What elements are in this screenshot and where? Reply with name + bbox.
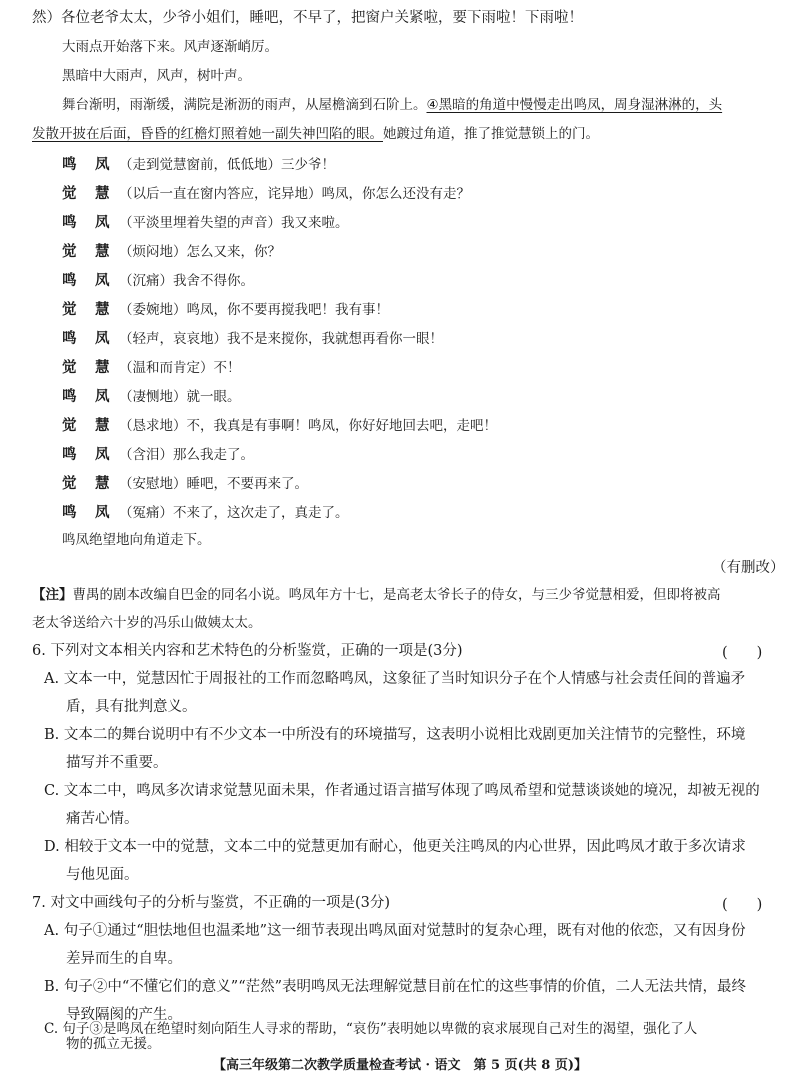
speaker-name: 鸣 凤 — [62, 446, 112, 463]
speaker-name: 觉 慧 — [62, 243, 112, 260]
dialogue-row — [0, 240, 800, 260]
dialogue-text: （温和而肯定）不！ — [119, 360, 241, 376]
q6-option-b-line-2: 描写并不重要。 — [66, 755, 168, 771]
speaker-name: 鸣 凤 — [62, 504, 112, 521]
dialogue-text: （沉痛）我舍不得你。 — [119, 273, 254, 289]
q7-option-b-line-2: 导致隔阂的产生。 — [66, 1007, 182, 1023]
dialogue-row — [0, 298, 800, 318]
dialogue-text: （凄恻地）就一眼。 — [119, 389, 241, 405]
dialogue-row — [0, 501, 800, 521]
dialogue-row — [0, 356, 800, 376]
question-7-answer-blank: ( ) — [722, 897, 763, 913]
speaker-name: 觉 慧 — [62, 475, 112, 492]
q6-option-d-line-2: 与他见面。 — [66, 867, 139, 883]
q6-option-a-line-2: 盾，具有批判意义。 — [66, 699, 197, 715]
narration-line-4 — [62, 95, 722, 115]
speaker-name: 觉 慧 — [62, 359, 112, 376]
speaker-name: 觉 慧 — [62, 417, 112, 434]
speaker-name: 鸣 凤 — [62, 388, 112, 405]
q7-option-c-line-1: C. 句子③是鸣凤在绝望时刻向陌生人寻求的帮助，“哀伤”表明她以卑微的哀求展现自己对生的渴望，强化了人 — [44, 1021, 698, 1037]
dialogue-text: （安慰地）睡吧，不要再来了。 — [119, 476, 308, 492]
speaker-name: 觉 慧 — [62, 301, 112, 318]
narration-line-3: 黑暗中大雨声，风声，树叶声。 — [62, 68, 251, 84]
dialogue-text: （以后一直在窗内答应，诧异地）鸣凤，你怎么还没有走？ — [119, 186, 470, 202]
underlined-sentence-4-start: ④黑暗的角道中慢慢走出鸣凤，周身湿淋淋的，头 — [426, 97, 723, 113]
dialogue-text: （冤痛）不来了，这次走了，真走了。 — [119, 505, 349, 521]
q7-option-c-line-2: 物的孤立无援。 — [66, 1036, 161, 1052]
dialogue-row — [0, 153, 800, 173]
dialogue-text: （走到觉慧窗前，低低地）三少爷！ — [119, 157, 335, 173]
ending-stage-direction: 鸣凤绝望地向角道走下。 — [62, 532, 211, 548]
dialogue-text: （平淡里埋着失望的声音）我又来啦。 — [119, 215, 349, 231]
narration-line-4-plain: 舞台渐明，雨渐缓，满院是淅沥的雨声，从屋檐滴到石阶上。 — [62, 97, 427, 113]
source-note: （有删改） — [712, 560, 785, 576]
q6-option-b-line-1: B. 文本二的舞台说明中有不少文本一中所没有的环境描写，这表明小说相比戏剧更加关注情节的完整性，环境 — [44, 727, 746, 743]
underlined-sentence-4-end: 发散开披在后面，昏昏的红檐灯照着她一副失神凹陷的眼。 — [32, 126, 383, 142]
dialogue-text: （烦闷地）怎么又来，你？ — [119, 244, 281, 260]
narration-line-1: 然）各位老爷太太，少爷小姐们，睡吧，不早了，把窗户关紧啦，要下雨啦！下雨啦！ — [32, 10, 583, 26]
narration-line-5 — [32, 124, 599, 144]
question-6-answer-blank: ( ) — [722, 645, 763, 661]
question-7-stem: 7. 对文中画线句子的分析与鉴赏，不正确的一项是(3分) — [32, 895, 390, 911]
annotation-line-1 — [32, 585, 721, 605]
annotation-text: 曹禺的剧本改编自巴金的同名小说。鸣凤年方十七，是高老太爷长子的侍女，与三少爷觉慧相爱，但即将被高 — [72, 587, 721, 603]
dialogue-text: （恳求地）不，我真是有事啊！鸣凤，你好好地回去吧，走吧！ — [119, 418, 497, 434]
speaker-name: 觉 慧 — [62, 185, 112, 202]
annotation-tag: 【注】 — [32, 587, 73, 603]
dialogue-text: （委婉地）鸣凤，你不要再搅我吧！我有事！ — [119, 302, 389, 318]
dialogue-text: （含泪）那么我走了。 — [119, 447, 254, 463]
dialogue-row — [0, 182, 800, 202]
q7-option-a-line-1: A. 句子①通过“胆怯地但也温柔地”这一细节表现出鸣凤面对觉慧时的复杂心理，既有对他的依恋，又有因身份 — [44, 923, 746, 939]
dialogue-row — [0, 269, 800, 289]
q6-option-a-line-1: A. 文本一中，觉慧因忙于周报社的工作而忽略鸣凤，这象征了当时知识分子在个人情感与社会责任间的普遍矛 — [44, 671, 746, 687]
q6-option-c-line-2: 痛苦心情。 — [66, 811, 139, 827]
dialogue-text: （轻声，哀哀地）我不是来搅你，我就想再看你一眼！ — [119, 331, 443, 347]
dialogue-row — [0, 211, 800, 231]
dialogue-row — [0, 385, 800, 405]
speaker-name: 鸣 凤 — [62, 214, 112, 231]
q7-option-b-line-1: B. 句子②中“不懂它们的意义”“茫然”表明鸣凤无法理解觉慧目前在忙的这些事情的价值，二人无法共情，最终 — [44, 979, 747, 995]
annotation-line-2: 老太爷送给六十岁的冯乐山做姨太太。 — [32, 615, 262, 631]
speaker-name: 鸣 凤 — [62, 330, 112, 347]
speaker-name: 鸣 凤 — [62, 156, 112, 173]
narration-line-2: 大雨点开始落下来。风声逐渐峭厉。 — [62, 39, 278, 55]
speaker-name: 鸣 凤 — [62, 272, 112, 289]
q6-option-c-line-1: C. 文本二中，鸣凤多次请求觉慧见面未果，作者通过语言描写体现了鸣凤希望和觉慧谈谈她的境况，却被无视的 — [44, 783, 760, 799]
dialogue-row — [0, 472, 800, 492]
q7-option-a-line-2: 差异而生的自卑。 — [66, 951, 182, 967]
page-footer: 【高三年级第二次教学质量检查考试 · 语文 第 5 页(共 8 页)】 — [212, 1058, 588, 1073]
q6-option-d-line-1: D. 相较于文本一中的觉慧，文本二中的觉慧更加有耐心，他更关注鸣凤的内心世界，因此鸣凤才敢于多次请求 — [44, 839, 746, 855]
dialogue-row — [0, 443, 800, 463]
narration-line-5-plain: 她踱过角道，推了推觉慧锁上的门。 — [383, 126, 599, 142]
question-6-stem: 6. 下列对文本相关内容和艺术特色的分析鉴赏，正确的一项是(3分) — [32, 643, 463, 659]
dialogue-row — [0, 414, 800, 434]
dialogue-row — [0, 327, 800, 347]
